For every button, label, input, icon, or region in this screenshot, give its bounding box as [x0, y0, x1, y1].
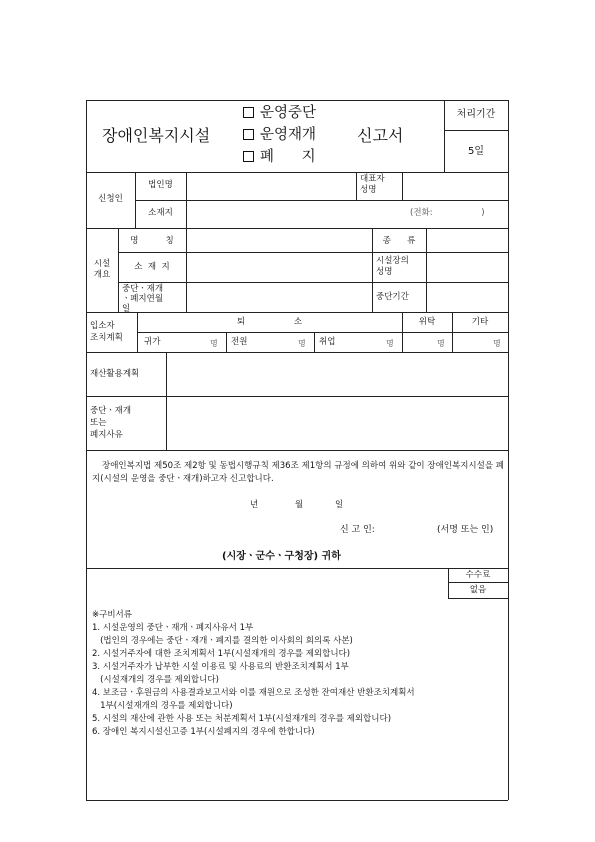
facility-location-field[interactable]	[187, 256, 371, 278]
option-resume[interactable]: 운영재개	[243, 124, 316, 146]
signature-label: (서명 또는 인)	[437, 525, 494, 535]
facility-period-label: 중단기간	[376, 292, 409, 302]
corp-name-label: 법인명	[148, 180, 173, 190]
facility-name-field[interactable]	[187, 230, 371, 252]
document-item: 6. 장애인 복지시설신고증 1부(시설폐지의 경우에 한합니다)	[92, 727, 315, 737]
address-field[interactable]	[187, 203, 407, 225]
option-suspend[interactable]: 운영중단	[243, 102, 316, 124]
rep-name-field[interactable]	[403, 175, 507, 197]
status-options	[243, 102, 316, 168]
facility-name-label: 명 칭	[130, 236, 174, 246]
unit-label: 명	[210, 339, 218, 348]
property-plan-label: 재산활용계획	[90, 369, 140, 379]
unit-label: 명	[298, 339, 306, 348]
etc-label: 기타	[471, 317, 489, 327]
reporter-label: 신 고 인:	[340, 525, 375, 535]
discharge-label: 퇴 소	[236, 317, 303, 327]
document-item: 1부(시설재개의 경우를 제외합니다)	[92, 701, 233, 711]
reason-field[interactable]	[168, 399, 506, 448]
document-item: 3. 시설거주자가 납부한 시설 이용료 및 사용료의 반환조치계획서 1부	[92, 662, 349, 672]
document-item: 2. 시설거주자에 대한 조치계획서 1부(시설재개의 경우를 제외합니다)	[92, 649, 351, 659]
reporter-name-field[interactable]	[384, 519, 434, 541]
unit-label: 명	[493, 339, 501, 348]
phone-label: (전화: )	[410, 208, 485, 218]
facility-location-label: 소 재 지	[134, 262, 170, 272]
applicant-section-label: 신청인	[98, 194, 123, 204]
unit-label: 명	[437, 339, 445, 348]
facility-period-field[interactable]	[427, 286, 507, 308]
document-item: 1. 시설운영의 중단ㆍ재개ㆍ폐지사유서 1부	[92, 623, 254, 633]
facility-section-label: 시설 개요	[93, 259, 111, 280]
fee-value: 없음	[469, 585, 487, 595]
resident-plan-label: 입소자 조치계획	[90, 321, 123, 343]
option-close[interactable]: 폐 지	[243, 146, 316, 168]
checkbox-icon[interactable]	[243, 129, 254, 140]
document-item: 5. 시설의 재산에 관한 사용 또는 처분계획서 1부(시설재개의 경우를 제외합니다)	[92, 714, 392, 724]
fee-label: 수수료	[465, 570, 491, 580]
unit-label: 명	[386, 339, 394, 348]
statement-text: 장애인복지법 제50조 제2항 및 동법시행규칙 제36조 제1항의 규정에 의하여 위와 같이 장애인복지시설을 폐지(시설의 운영을 중단ㆍ재개)하고자 신고합니다.	[92, 461, 504, 484]
month-label: 월	[295, 500, 304, 510]
form-title: 장애인복지시설	[102, 126, 211, 145]
year-label: 년	[250, 500, 259, 510]
consign-label: 위탁	[418, 317, 436, 327]
facility-head-field[interactable]	[427, 256, 507, 278]
document-item: (법인의 경우에는 중단ㆍ재개ㆍ폐지를 결의한 이사회의 회의록 사본)	[92, 636, 353, 646]
facility-date-field[interactable]	[187, 286, 371, 308]
facility-head-label: 시설장의 성명	[376, 256, 409, 277]
day-label: 일	[335, 500, 344, 510]
documents-heading: ※구비서류	[92, 610, 132, 620]
address-label: 소재지	[148, 208, 173, 218]
corp-name-field[interactable]	[187, 175, 355, 197]
facility-type-field[interactable]	[427, 230, 507, 252]
processing-value: 5일	[467, 146, 485, 157]
rep-name-label: 대표자 성명	[360, 174, 385, 195]
facility-date-label: 중단ㆍ재개 ㆍ폐지연월 일	[122, 284, 164, 314]
checkbox-icon[interactable]	[243, 151, 254, 162]
checkbox-icon[interactable]	[243, 107, 254, 118]
employment-label: 취업	[319, 337, 336, 347]
processing-label: 처리기간	[456, 109, 496, 120]
return-home-label: 귀가	[144, 337, 161, 347]
document-item: 4. 보조금ㆍ후원금의 사용결과보고서와 이를 재원으로 조성한 잔여재산 반환조치계획서	[92, 688, 415, 698]
reason-label: 중단ㆍ재개 또는 폐지사유	[90, 406, 132, 440]
transfer-label: 전원	[231, 337, 248, 347]
facility-type-label: 종 류	[382, 236, 416, 246]
property-plan-field[interactable]	[168, 355, 506, 394]
document-item: (시설재개의 경우를 제외합니다)	[92, 675, 219, 685]
form-title-suffix: 신고서	[357, 126, 404, 145]
addressee-label: (시장ㆍ군수ㆍ구청장) 귀하	[222, 551, 341, 562]
